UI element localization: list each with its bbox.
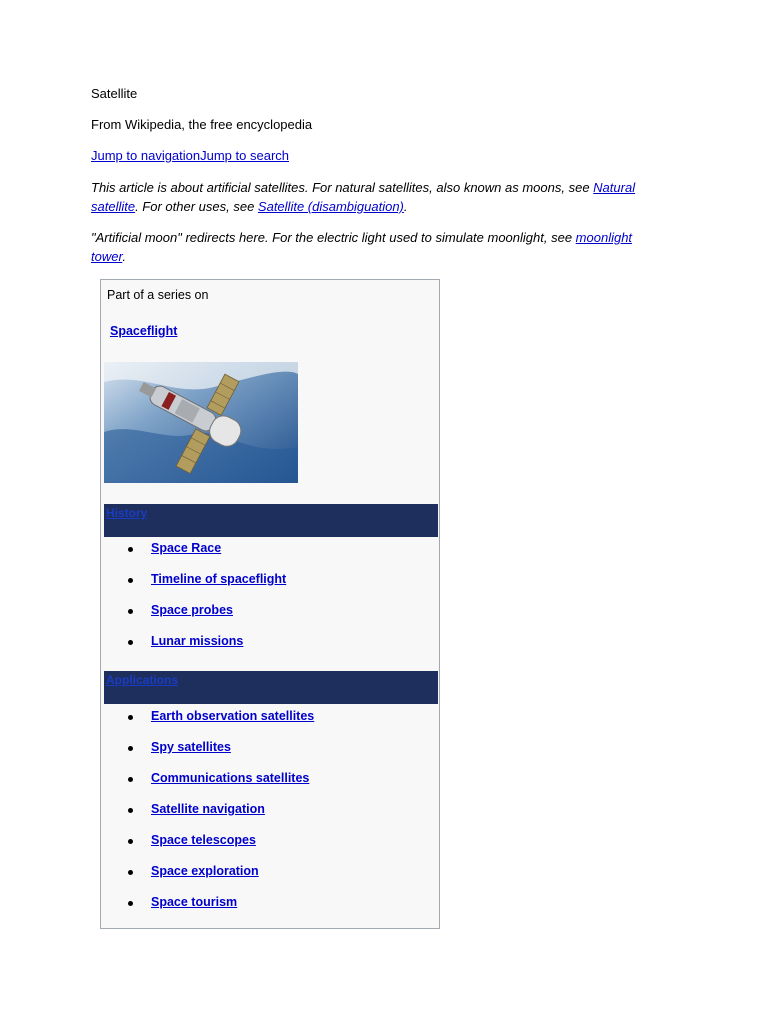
hatnote-artificial-moon bbox=[91, 228, 646, 266]
spaceflight-link[interactable]: Spaceflight bbox=[110, 324, 178, 338]
bullet-icon bbox=[128, 777, 133, 782]
history-list bbox=[101, 540, 431, 664]
jump-to-navigation-link[interactable]: Jump to navigation bbox=[91, 148, 201, 163]
bullet-icon bbox=[128, 640, 133, 645]
bullet-icon bbox=[128, 901, 133, 906]
hatnote-text: . bbox=[122, 249, 126, 264]
hatnote-text: This article is about artificial satellites. For natural satellites, also known as moons, see bbox=[91, 180, 594, 195]
list-item bbox=[101, 801, 431, 832]
bullet-icon bbox=[128, 547, 133, 552]
bullet-icon bbox=[128, 746, 133, 751]
satellite-disambiguation-link[interactable]: Satellite (disambiguation) bbox=[257, 199, 404, 214]
satellite-navigation-link[interactable]: Satellite navigation bbox=[151, 802, 265, 816]
list-item bbox=[101, 708, 431, 739]
list-item bbox=[101, 770, 431, 801]
spaceflight-infobox bbox=[100, 279, 440, 929]
hatnote-natural-satellites bbox=[91, 178, 646, 216]
soyuz-spacecraft-image bbox=[104, 362, 298, 483]
natural-satellite-link[interactable]: Natural satellite bbox=[91, 180, 636, 214]
bullet-icon bbox=[128, 870, 133, 875]
list-item bbox=[101, 739, 431, 770]
list-item bbox=[101, 540, 431, 571]
bullet-icon bbox=[128, 808, 133, 813]
space-telescopes-link[interactable]: Space telescopes bbox=[151, 833, 256, 847]
bullet-icon bbox=[128, 609, 133, 614]
hatnote-text: "Artificial moon" redirects here. For the electric light used to simulate moonlight, see bbox=[91, 230, 576, 245]
bullet-icon bbox=[128, 715, 133, 720]
list-item bbox=[101, 633, 431, 664]
jump-to-search-link[interactable]: Jump to search bbox=[200, 148, 289, 163]
list-item bbox=[101, 863, 431, 894]
page-title: Satellite bbox=[91, 86, 138, 101]
moonlight-tower-link[interactable]: moonlight tower bbox=[91, 230, 633, 264]
space-exploration-link[interactable]: Space exploration bbox=[151, 864, 259, 878]
hatnote-text: . bbox=[403, 199, 408, 214]
spy-satellites-link[interactable]: Spy satellites bbox=[151, 740, 231, 754]
history-link[interactable]: History bbox=[106, 506, 148, 520]
timeline-of-spaceflight-link[interactable]: Timeline of spaceflight bbox=[151, 572, 287, 586]
page-subtitle: From Wikipedia, the free encyclopedia bbox=[91, 117, 313, 132]
section-header-applications bbox=[104, 671, 438, 704]
infobox-part-of-label: Part of a series on bbox=[107, 288, 209, 302]
space-probes-link[interactable]: Space probes bbox=[151, 603, 233, 617]
section-header-history bbox=[104, 504, 438, 537]
list-item bbox=[101, 832, 431, 863]
applications-link[interactable]: Applications bbox=[106, 673, 179, 687]
bullet-icon bbox=[128, 578, 133, 583]
space-tourism-link[interactable]: Space tourism bbox=[151, 895, 238, 909]
list-item bbox=[101, 602, 431, 633]
lunar-missions-link[interactable]: Lunar missions bbox=[151, 634, 244, 648]
list-item bbox=[101, 571, 431, 602]
hatnote-text: . For other uses, see bbox=[135, 199, 258, 214]
jump-links bbox=[91, 148, 289, 163]
list-item bbox=[101, 894, 431, 925]
earth-observation-satellites-link[interactable]: Earth observation satellites bbox=[151, 709, 315, 723]
communications-satellites-link[interactable]: Communications satellites bbox=[151, 771, 310, 785]
bullet-icon bbox=[128, 839, 133, 844]
spacecraft-image[interactable] bbox=[104, 362, 298, 483]
applications-list bbox=[101, 708, 431, 925]
space-race-link[interactable]: Space Race bbox=[151, 541, 222, 555]
